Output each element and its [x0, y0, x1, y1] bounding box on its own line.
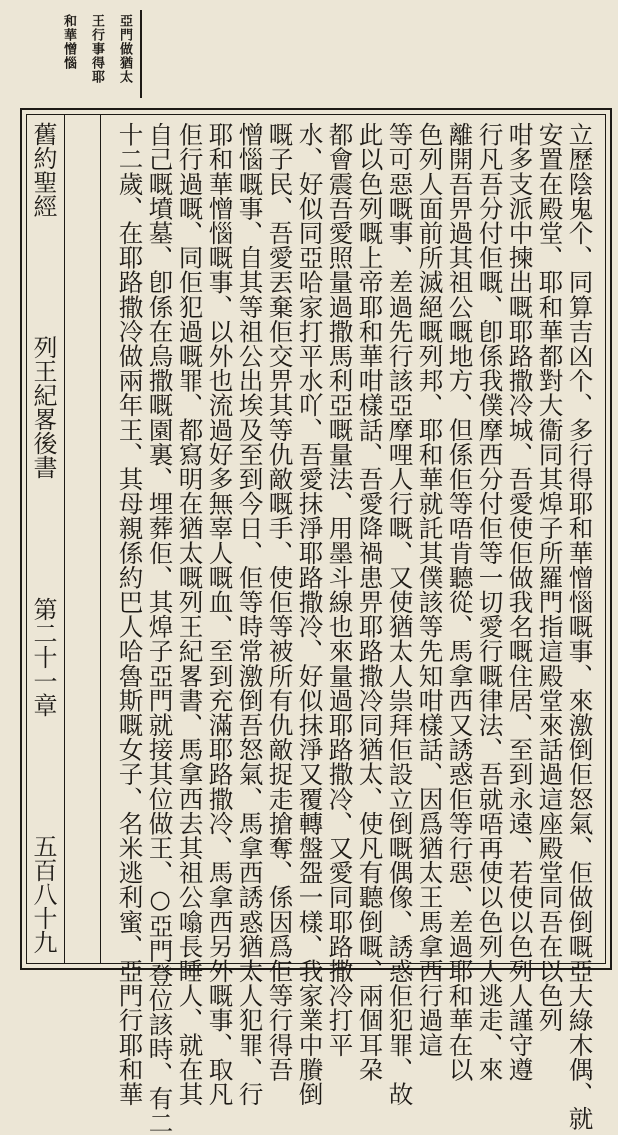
body-line-7: 等可惡嘅事、差過先行該亞摩哩人行嘅、又使猶太人祟拜佢設立倒嘅偶像、誘惑佢犯罪、故: [385, 122, 415, 1106]
body-line-10: 水、好似同亞哈家打平水吖、吾愛抹淨耶路撒冷、好似抹淨又覆轉盤盌一樣、我家業中賸倒: [295, 122, 325, 1106]
body-line-6: 色列人面前所滅絕嘅列邦、耶和華就託其僕該等先知咁樣話、因爲猶太王馬拿西行過這: [415, 122, 445, 1057]
page-number: 五百八十九: [29, 833, 57, 954]
header-rule-left: [64, 114, 65, 964]
body-line-5: 離開吾畀過其祖公嘅地方、但係佢等唔肯聽從、馬拿西又誘惑佢等行惡、差過耶和華在以: [445, 122, 475, 1082]
body-line-13: 耶和華憎惱嘅事、以外也流過好多無辜人嘅血、至到充滿耶路撒冷、馬拿西另外嘅事、取凡: [205, 122, 235, 1106]
body-line-15: 自己嘅墳墓、卽係在烏撒嘅園裏、埋葬佢、其㷆子亞門就接其位做王、○亞門登位該時、有二: [145, 122, 175, 1135]
running-head: [31, 122, 55, 954]
body-line-12: 憎惱嘅事、自其等祖公出埃及至到今日、佢等時常激倒吾怒氣、馬拿西誘惑猶太人犯罪、行: [235, 122, 265, 1106]
book-title: 舊約聖經: [29, 122, 57, 218]
chapter-label: 第二十一章: [29, 596, 57, 717]
body-line-14: 佢行過嘅、同佢犯過嘅罪、都寫明在猶太嘅列王紀畧書、馬拿西去其祖公噏長睡人、就在其: [175, 122, 205, 1106]
body-line-4: 行凡吾分付佢嘅、卽係我僕摩西分付佢等一切愛行嘅律法、吾就唔再使以色列人逃走、來: [475, 122, 505, 1082]
body-line-11: 嘅子民、吾愛丟棄佢交畀其等仇敵嘅手、使佢等被所有仇敵捉走搶奪、係因爲佢等行得吾: [265, 122, 295, 1082]
body-line-1: 立歷陰鬼个、同算吉凶个、多行得耶和華憎惱嘅事、來激倒佢怒氣、佢做倒嘅亞大綠木偶、就: [565, 122, 595, 1131]
header-rule-right: [100, 114, 101, 964]
margin-note-line-2: 王行事得耶: [89, 14, 104, 84]
body-line-16: 十二歲、在耶路撒冷做兩年王、其母親係約巴人哈魯斯嘅女子、名米逃利蜜、亞門行耶和華: [115, 122, 145, 1106]
margin-note-line-1: 亞門做猶太: [117, 14, 132, 84]
margin-note-line-3: 和華憎惱: [61, 14, 76, 70]
body-line-2: 安置在殿堂、耶和華都對大衞同其㷆子所羅門指這殿堂來話過這座殿堂同吾在以色列: [535, 122, 565, 1033]
body-line-3: 咁多支派中揀出嘅耶路撒冷城、吾愛使佢做我名嘅住居、至到永遠、若使以色列人謹守遵: [505, 122, 535, 1082]
section-title: 列王紀畧後書: [29, 335, 57, 480]
body-line-9: 都會震吾愛照量過撒馬利亞嘅量法、用墨斗線也來量過耶路撒冷、又愛同耶路撒冷打平: [325, 122, 355, 1057]
body-line-8: 此以色列嘅上帝耶和華咁樣話、吾愛降禍患畀耶路撒冷同猶太、使凡有聽倒嘅、兩個耳朶: [355, 122, 385, 1082]
